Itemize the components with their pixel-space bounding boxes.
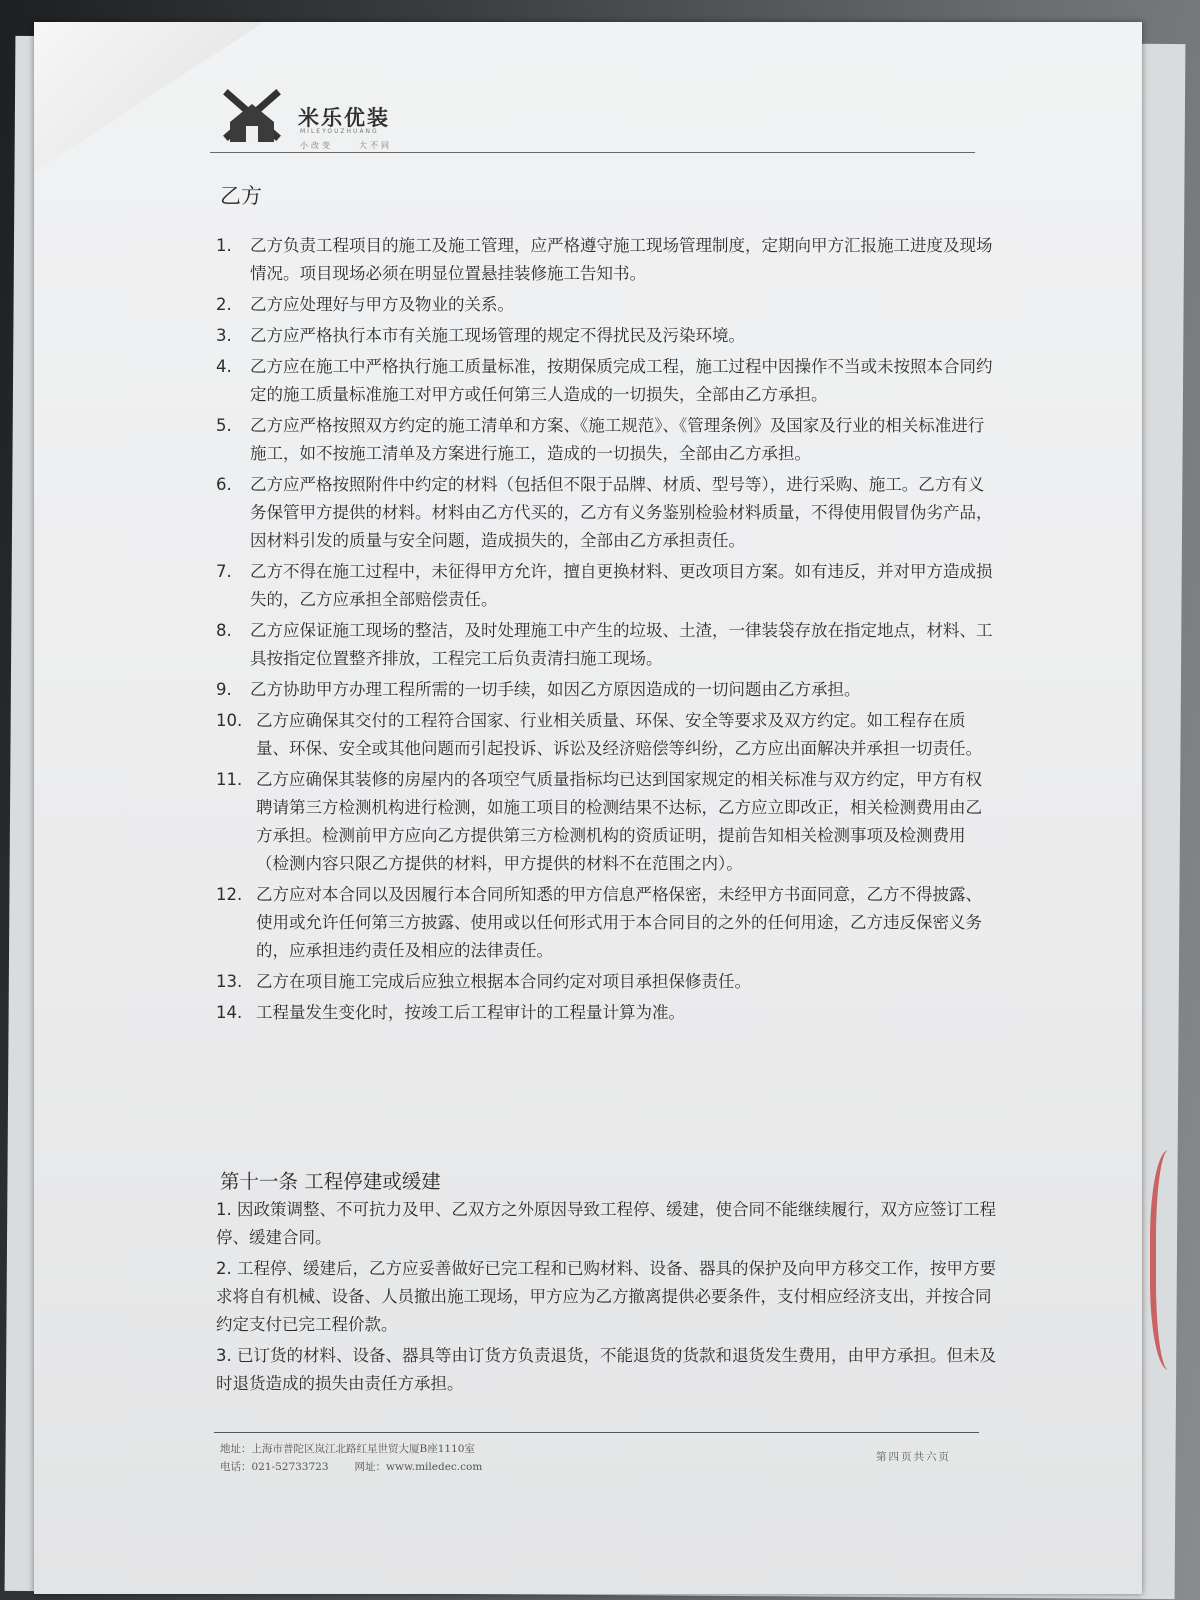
page-header bbox=[190, 78, 970, 158]
list-item bbox=[216, 766, 996, 878]
header-divider bbox=[210, 152, 975, 153]
item-number: 8. bbox=[216, 621, 232, 640]
list-item bbox=[216, 291, 996, 319]
list-item bbox=[216, 676, 996, 704]
item-number: 11. bbox=[216, 770, 243, 789]
item-text: 乙方协助甲方办理工程所需的一切手续，如因乙方原因造成的一切问题由乙方承担。 bbox=[250, 680, 861, 699]
item-text: 乙方在项目施工完成后应独立根据本合同约定对项目承担保修责任。 bbox=[256, 972, 751, 991]
footer-divider bbox=[214, 1432, 979, 1433]
list-item: 3. 已订货的材料、设备、器具等由订货方负责退货，不能退货的货款和退货发生费用，由甲方承担。但未及时退货造成的损失由责任方承担。 bbox=[216, 1346, 996, 1393]
item-number: 2. bbox=[216, 295, 232, 314]
item-number: 12. bbox=[216, 885, 243, 904]
item-number: 1. bbox=[216, 236, 232, 255]
item-text: 乙方负责工程项目的施工及施工管理，应严格遵守施工现场管理制度，定期向甲方汇报施工进度及现场情况。项目现场必须在明显位置悬挂装修施工告知书。 bbox=[250, 236, 993, 283]
list-item bbox=[216, 353, 996, 409]
item-number: 6. bbox=[216, 475, 232, 494]
article-items bbox=[216, 1196, 998, 1401]
item-number: 9. bbox=[216, 680, 232, 699]
item-text: 乙方应严格按照双方约定的施工清单和方案、《施工规范》、《管理条例》及国家及行业的相关标准进行施工，如不按施工清单及方案进行施工，造成的一切损失，全部由乙方承担。 bbox=[250, 416, 985, 463]
list-item bbox=[216, 999, 996, 1027]
list-item bbox=[216, 881, 996, 965]
item-text: 乙方应确保其交付的工程符合国家、行业相关质量、环保、安全等要求及双方约定。如工程存在质量、环保、安全或其他问题而引起投诉、诉讼及经济赔偿等纠纷，乙方应出面解决并承担一切责任。 bbox=[256, 711, 982, 758]
item-number: 3. bbox=[216, 326, 232, 345]
brand-pinyin: MILEYOUZHUANG bbox=[300, 128, 379, 135]
item-number: 13. bbox=[216, 972, 243, 991]
item-number: 5. bbox=[216, 416, 232, 435]
house-logo-icon bbox=[222, 88, 282, 146]
item-text: 乙方应对本合同以及因履行本合同所知悉的甲方信息严格保密，未经甲方书面同意，乙方不得披露、使用或允许任何第三方披露、使用或以任何形式用于本合同目的之外的任何用途，乙方违反保密义务的，应承担违约责任及相应的法律责任。 bbox=[256, 885, 982, 960]
item-text: 乙方应确保其装修的房屋内的各项空气质量指标均已达到国家规定的相关标准与双方约定，甲方有权聘请第三方检测机构进行检测，如施工项目的检测结果不达标，乙方应立即改正，相关检测费用由乙方承担。检测前甲方应向乙方提供第三方检测机构的资质证明，提前告知相关检测事项及检测费用（检测内容只限乙方提供的材料，甲方提供的材料不在范围之内）。 bbox=[256, 770, 982, 873]
obligations-list bbox=[216, 232, 996, 1030]
list-item bbox=[216, 707, 996, 763]
article-title: 第十一条 工程停建或缓建 bbox=[220, 1170, 441, 1193]
slogan-left: 小改变 bbox=[300, 141, 333, 150]
item-number: 4. bbox=[216, 357, 232, 376]
list-item bbox=[216, 968, 996, 996]
item-text: 乙方应在施工中严格执行施工质量标准，按期保质完成工程，施工过程中因操作不当或未按照本合同约定的施工质量标准施工对甲方或任何第三人造成的一切损失，全部由乙方承担。 bbox=[250, 357, 993, 404]
item-text: 工程量发生变化时，按竣工后工程审计的工程量计算为准。 bbox=[256, 1003, 685, 1022]
item-text: 乙方不得在施工过程中，未征得甲方允许，擅自更换材料、更改项目方案。如有违反，并对甲方造成损失的，乙方应承担全部赔偿责任。 bbox=[250, 562, 993, 609]
footer-address: 地址：上海市普陀区岚江北路红星世贸大厦B座1110室 bbox=[220, 1443, 475, 1455]
page-number: 第四页共六页 bbox=[876, 1451, 951, 1463]
list-item: 2. 工程停、缓建后，乙方应妥善做好已完工程和已购材料、设备、器具的保护及向甲方移交工作，按甲方要求将自有机械、设备、人员撤出施工现场，甲方应为乙方撤离提供必要条件，支付相应经济支出，并按合同约定支付已完工程价款。 bbox=[216, 1259, 996, 1334]
brand-name: 米乐优装 bbox=[298, 106, 390, 130]
list-item bbox=[216, 412, 996, 468]
list-item bbox=[216, 322, 996, 350]
item-text: 乙方应严格执行本市有关施工现场管理的规定不得扰民及污染环境。 bbox=[250, 326, 745, 345]
item-number: 7. bbox=[216, 562, 232, 581]
item-text: 乙方应处理好与甲方及物业的关系。 bbox=[250, 295, 514, 314]
item-text: 乙方应保证施工现场的整洁，及时处理施工中产生的垃圾、土渣，一律装袋存放在指定地点，材料、工具按指定位置整齐排放，工程完工后负责清扫施工现场。 bbox=[250, 621, 993, 668]
footer-contact bbox=[220, 1440, 482, 1476]
section-title: 乙方 bbox=[220, 184, 262, 208]
item-number: 14. bbox=[216, 1003, 243, 1022]
item-text: 乙方应严格按照附件中约定的材料（包括但不限于品牌、材质、型号等），进行采购、施工。乙方有义务保管甲方提供的材料。材料由乙方代买的，乙方有义务鉴别检验材料质量，不得使用假冒伪劣产品，因材料引发的质量与安全问题，造成损失的，全部由乙方承担责任。 bbox=[250, 475, 993, 550]
slogan-right: 大不同 bbox=[359, 141, 392, 150]
brand-slogan bbox=[300, 140, 392, 151]
list-item bbox=[216, 617, 996, 673]
red-stamp-edge bbox=[1150, 1150, 1196, 1370]
footer-website: 网址：www.miledec.com bbox=[354, 1461, 483, 1473]
list-item bbox=[216, 232, 996, 288]
footer-contact-line bbox=[220, 1458, 482, 1476]
list-item bbox=[216, 471, 996, 555]
list-item bbox=[216, 558, 996, 614]
footer-phone: 电话：021-52733723 bbox=[220, 1461, 329, 1473]
list-item: 1. 因政策调整、不可抗力及甲、乙双方之外原因导致工程停、缓建，使合同不能继续履行，双方应签订工程停、缓建合同。 bbox=[216, 1200, 996, 1247]
item-number: 10. bbox=[216, 711, 243, 730]
